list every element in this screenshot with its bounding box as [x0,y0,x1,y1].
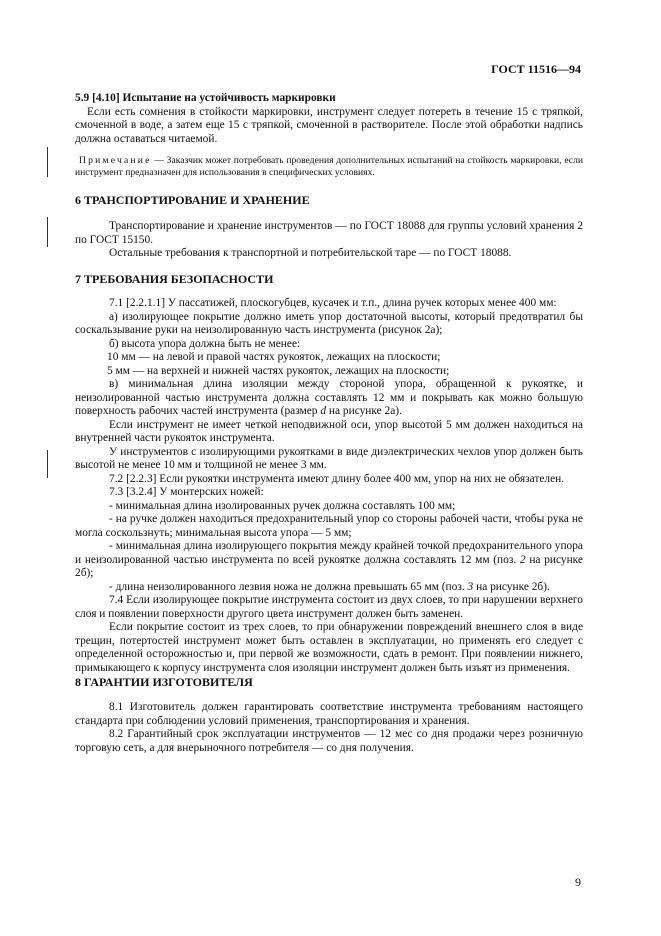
section-6-p2: Остальные требования к транспортной и потребительской таре — по ГОСТ 18088. [109,247,512,259]
clause-7-1-v-text-end: на рисунке 2а). [326,405,402,417]
position-3: 3 [467,580,474,593]
section-5-9-heading: 5.9 [4.10] Испытание на устойчивость маркировки [75,92,336,104]
section-6-title: 6 ТРАНСПОРТИРОВАНИЕ И ХРАНЕНИЕ [75,193,310,207]
clause-7-3-item-3 [75,540,583,581]
clause-7-1-b1: 10 мм — на левой и правой частях рукояток, лежащих на плоскости; [107,351,441,363]
section-7-title: 7 ТРЕБОВАНИЯ БЕЗОПАСНОСТИ [75,272,274,286]
section-6-p1 [75,220,583,247]
position-2: 2 [519,553,526,566]
clause-no-fixed-axis: Если инструмент не имеет четкой неподвижной оси, упор высотой 5 мм должен находиться на внутренней части рукояток инструмента. [75,418,583,444]
clause-7-3: 7.3 [3.2.4] У монтерских ножей: [109,486,264,498]
change-bar [47,147,48,177]
section-6-body [75,220,583,261]
clause-7-1-v-text: в) минимальная длина изоляции между стороной упора, обращенной к рукоятке, и неизолированной частью инструмента должна составлять 12 мм и покрывать как можно большую поверхность рабочих частей инструмента (размер [75,378,583,417]
clause-three-layers: Если покрытие состоит из трех слоев, то при обнаружении повреждений внешнего слоя в виде трещин, потертостей инструмент может быть оставлен в эксплуатации, но применять его следует с определенной осторожностью и, при первой же возможности, сдать в ремонт. При появлении нижнего, примыкающего к корпусу инструмента слоя изоляции инструмент должен быть изъят из применения. [75,621,583,674]
clause-7-1-b: б) высота упора должна быть не менее: [109,337,301,350]
clause-7-1-b2: 5 мм — на верхней и нижней частях рукояток, лежащих на плоскости; [107,364,450,377]
clause-7-3-item-3-text-end: на рисунке 2б); [75,553,583,579]
document-number: ГОСТ 11516—94 [491,62,581,76]
section-5-9 [75,92,583,179]
section-6-p1-text: Транспортирование и хранение инструментов — по ГОСТ 18088 для группы условий хранения 2 по ГОСТ 15150. [75,220,583,246]
clause-7-3-item-4 [75,581,583,595]
clause-7-1: 7.1 [2.2.1.1] У пассатижей, плоскогубцев, кусачек и т.п., длина ручек которых менее 400 мм: [109,297,557,309]
clause-7-2: 7.2 [2.2.3] Если рукоятки инструмента имеют длину более 400 мм, упор на них не обязателен. [109,472,565,485]
section-5-9-text: Если есть сомнения в стойкости маркировки, инструмент следует потереть в течение 15 с тряпкой, смоченной в воде, а затем еще 15 с тряпкой, смоченной в растворителе. После этой обработки надпись должна оставаться читаемой. [75,105,583,145]
clause-7-3-item-4-text-end: на рисунке 2б). [473,580,550,593]
note-text: — Заказчик может потребовать проведения дополнительных испытаний на стойкость маркировки, если инструмент предназначен для использования в специфических условиях. [75,155,583,178]
page-number: 9 [575,875,581,889]
section-8-body [75,701,583,755]
clause-8-1: 8.1 Изготовитель должен гарантировать соответствие инструмента требованиям настоящего стандарта при соблюдении условий применения, транспортирования и хранения. [75,701,583,727]
change-bar [47,217,48,247]
clause-7-1-v [75,378,583,419]
clause-7-3-item-1: - минимальная длина изолированных ручек должна составлять 100 мм; [109,499,456,512]
clause-8-2: 8.2 Гарантийный срок эксплуатации инструментов — 12 мес со дня продажи через розничную торговую сеть, а для внерыночного потребителя — со дня получения. [75,728,583,754]
note-label: Примечание [79,155,152,166]
clause-7-4: 7.4 Если изолирующее покрытие инструмента состоит из двух слоев, то при нарушении верхнего слоя и появлении поверхности другого цвета инструмент должен быть заменен. [75,594,583,620]
section-7-body [75,297,583,675]
section-8-title: 8 ГАРАНТИИ ИЗГОТОВИТЕЛЯ [75,675,253,689]
clause-7-3-item-4-text: - длина неизолированного лезвия ножа не должна превышать 65 мм (поз. [109,580,468,593]
dimension-d: d [320,405,327,417]
change-bar [47,450,48,478]
clause-7-3-item-3-text: - минимальная длина изолирующего покрытия между крайней точкой предохранительного упора и неизолированной частью инструмента по всей рукоятке должна составлять 12 мм (поз. [75,540,583,566]
clause-7-3-item-2: - на ручке должен находиться предохранительный упор со стороны рабочей части, чтобы рука не могла соскользнуть; минимальная высота упора — 5 мм; [75,513,583,539]
clause-dielectric-covers: У инструментов с изолирующими рукоятками в виде диэлектрических чехлов упор должен быть высотой не менее 10 мм и толщиной не менее 3 мм. [75,445,583,471]
clause-7-1-a: а) изолирующее покрытие должно иметь упор достаточной высоты, который предотвратил бы соскальзывание руки на неизолированную часть инструмента (рисунок 2а); [75,310,583,336]
note-5-9 [75,155,583,179]
